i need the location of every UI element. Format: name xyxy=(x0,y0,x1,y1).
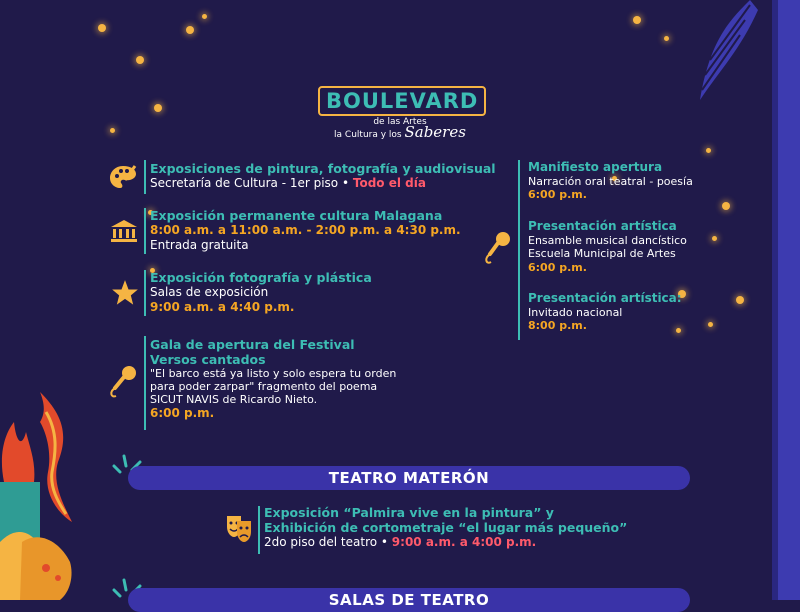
event-desc-1: Ensamble musical dancístico xyxy=(528,233,687,247)
light-dot xyxy=(154,104,162,112)
event-fotografia xyxy=(150,270,372,315)
event-time: 8:00 a.m. a 11:00 a.m. - 2:00 p.m. a 4:30 p.m. xyxy=(150,223,461,237)
light-dot xyxy=(706,148,711,153)
divider-line xyxy=(258,506,260,554)
event-subtitle: Versos cantados xyxy=(150,352,266,367)
museum-icon xyxy=(108,216,140,246)
event-title: Presentación artística xyxy=(528,219,677,233)
event-desc-2: para poder zarpar" fragmento del poema xyxy=(150,380,378,393)
event-title: Presentación artística: xyxy=(528,291,682,305)
banner-label: TEATRO MATERÓN xyxy=(328,469,490,487)
divider-line xyxy=(144,160,146,194)
light-dot xyxy=(664,36,669,41)
event-place: Secretaría de Cultura - 1er piso • xyxy=(150,176,350,190)
event-time: 6:00 p.m. xyxy=(150,406,215,420)
divider-line xyxy=(518,160,520,340)
event-ensamble xyxy=(528,220,687,274)
event-time: 8:00 p.m. xyxy=(528,319,587,332)
logo-subtitle xyxy=(318,117,482,140)
event-title-1: Exposición “Palmira vive en la pintura” y xyxy=(264,505,554,520)
event-when: Todo el día xyxy=(352,176,426,190)
event-title: Gala de apertura del Festival xyxy=(150,337,355,352)
event-title: Exposición fotografía y plástica xyxy=(150,270,372,285)
logo-sub3: Saberes xyxy=(404,123,466,141)
event-title: Exposición permanente cultura Malagana xyxy=(150,208,443,223)
logo-sub2: la Cultura y los xyxy=(334,130,402,140)
event-time: 6:00 p.m. xyxy=(528,260,587,274)
section-banner-salas xyxy=(128,588,690,612)
event-desc-3: SICUT NAVIS de Ricardo Nieto. xyxy=(150,393,318,406)
light-dot xyxy=(712,236,717,241)
light-dot xyxy=(708,322,713,327)
event-desc: Invitado nacional xyxy=(528,305,623,319)
event-gala xyxy=(150,337,396,421)
microphone-icon xyxy=(106,364,140,400)
leaf-decoration xyxy=(690,0,760,110)
event-place: Salas de exposición xyxy=(150,285,269,299)
event-desc: Narración oral teatral - poesía xyxy=(528,174,693,188)
section-banner-teatro xyxy=(128,466,690,490)
event-desc-1: "El barco está ya listo y solo espera tu orden xyxy=(150,367,397,380)
event-title: Exposiciones de pintura, fotografía y audiovisual xyxy=(150,161,496,176)
event-time: 6:00 p.m. xyxy=(528,188,587,201)
divider-line xyxy=(144,270,146,316)
light-dot xyxy=(736,296,744,304)
banner-label: SALAS DE TEATRO xyxy=(328,591,490,609)
light-dot xyxy=(110,128,115,133)
light-dot xyxy=(186,26,194,34)
right-border xyxy=(778,0,800,600)
divider-line xyxy=(144,208,146,254)
light-dot xyxy=(202,14,207,19)
event-note: Entrada gratuita xyxy=(150,238,249,252)
event-manifiesto xyxy=(528,161,693,202)
hand-flame-illustration xyxy=(0,392,100,600)
festival-logo xyxy=(318,86,482,140)
microphone-icon xyxy=(480,228,514,268)
event-palmira xyxy=(264,505,627,550)
event-title: Manifiesto apertura xyxy=(528,160,663,174)
theater-masks-icon xyxy=(224,512,254,544)
light-dot xyxy=(98,24,106,32)
event-time: 9:00 a.m. a 4:40 p.m. xyxy=(150,300,295,314)
event-title-2: Exhibición de cortometraje “el lugar más pequeño” xyxy=(264,520,628,535)
light-dot xyxy=(722,202,730,210)
logo-sub1: de las Artes xyxy=(373,117,427,127)
light-dot xyxy=(136,56,144,64)
event-invitado xyxy=(528,292,682,333)
logo-title: BOULEVARD xyxy=(318,86,486,116)
divider-line xyxy=(144,336,146,430)
palette-icon xyxy=(108,162,138,192)
event-time: 9:00 a.m. a 4:00 p.m. xyxy=(391,535,537,549)
event-exposiciones xyxy=(150,161,496,191)
star-icon xyxy=(110,278,140,308)
light-dot xyxy=(633,16,641,24)
event-malagana xyxy=(150,208,461,253)
event-place: 2do piso del teatro • xyxy=(264,535,388,549)
event-desc-2: Escuela Municipal de Artes xyxy=(528,247,676,260)
